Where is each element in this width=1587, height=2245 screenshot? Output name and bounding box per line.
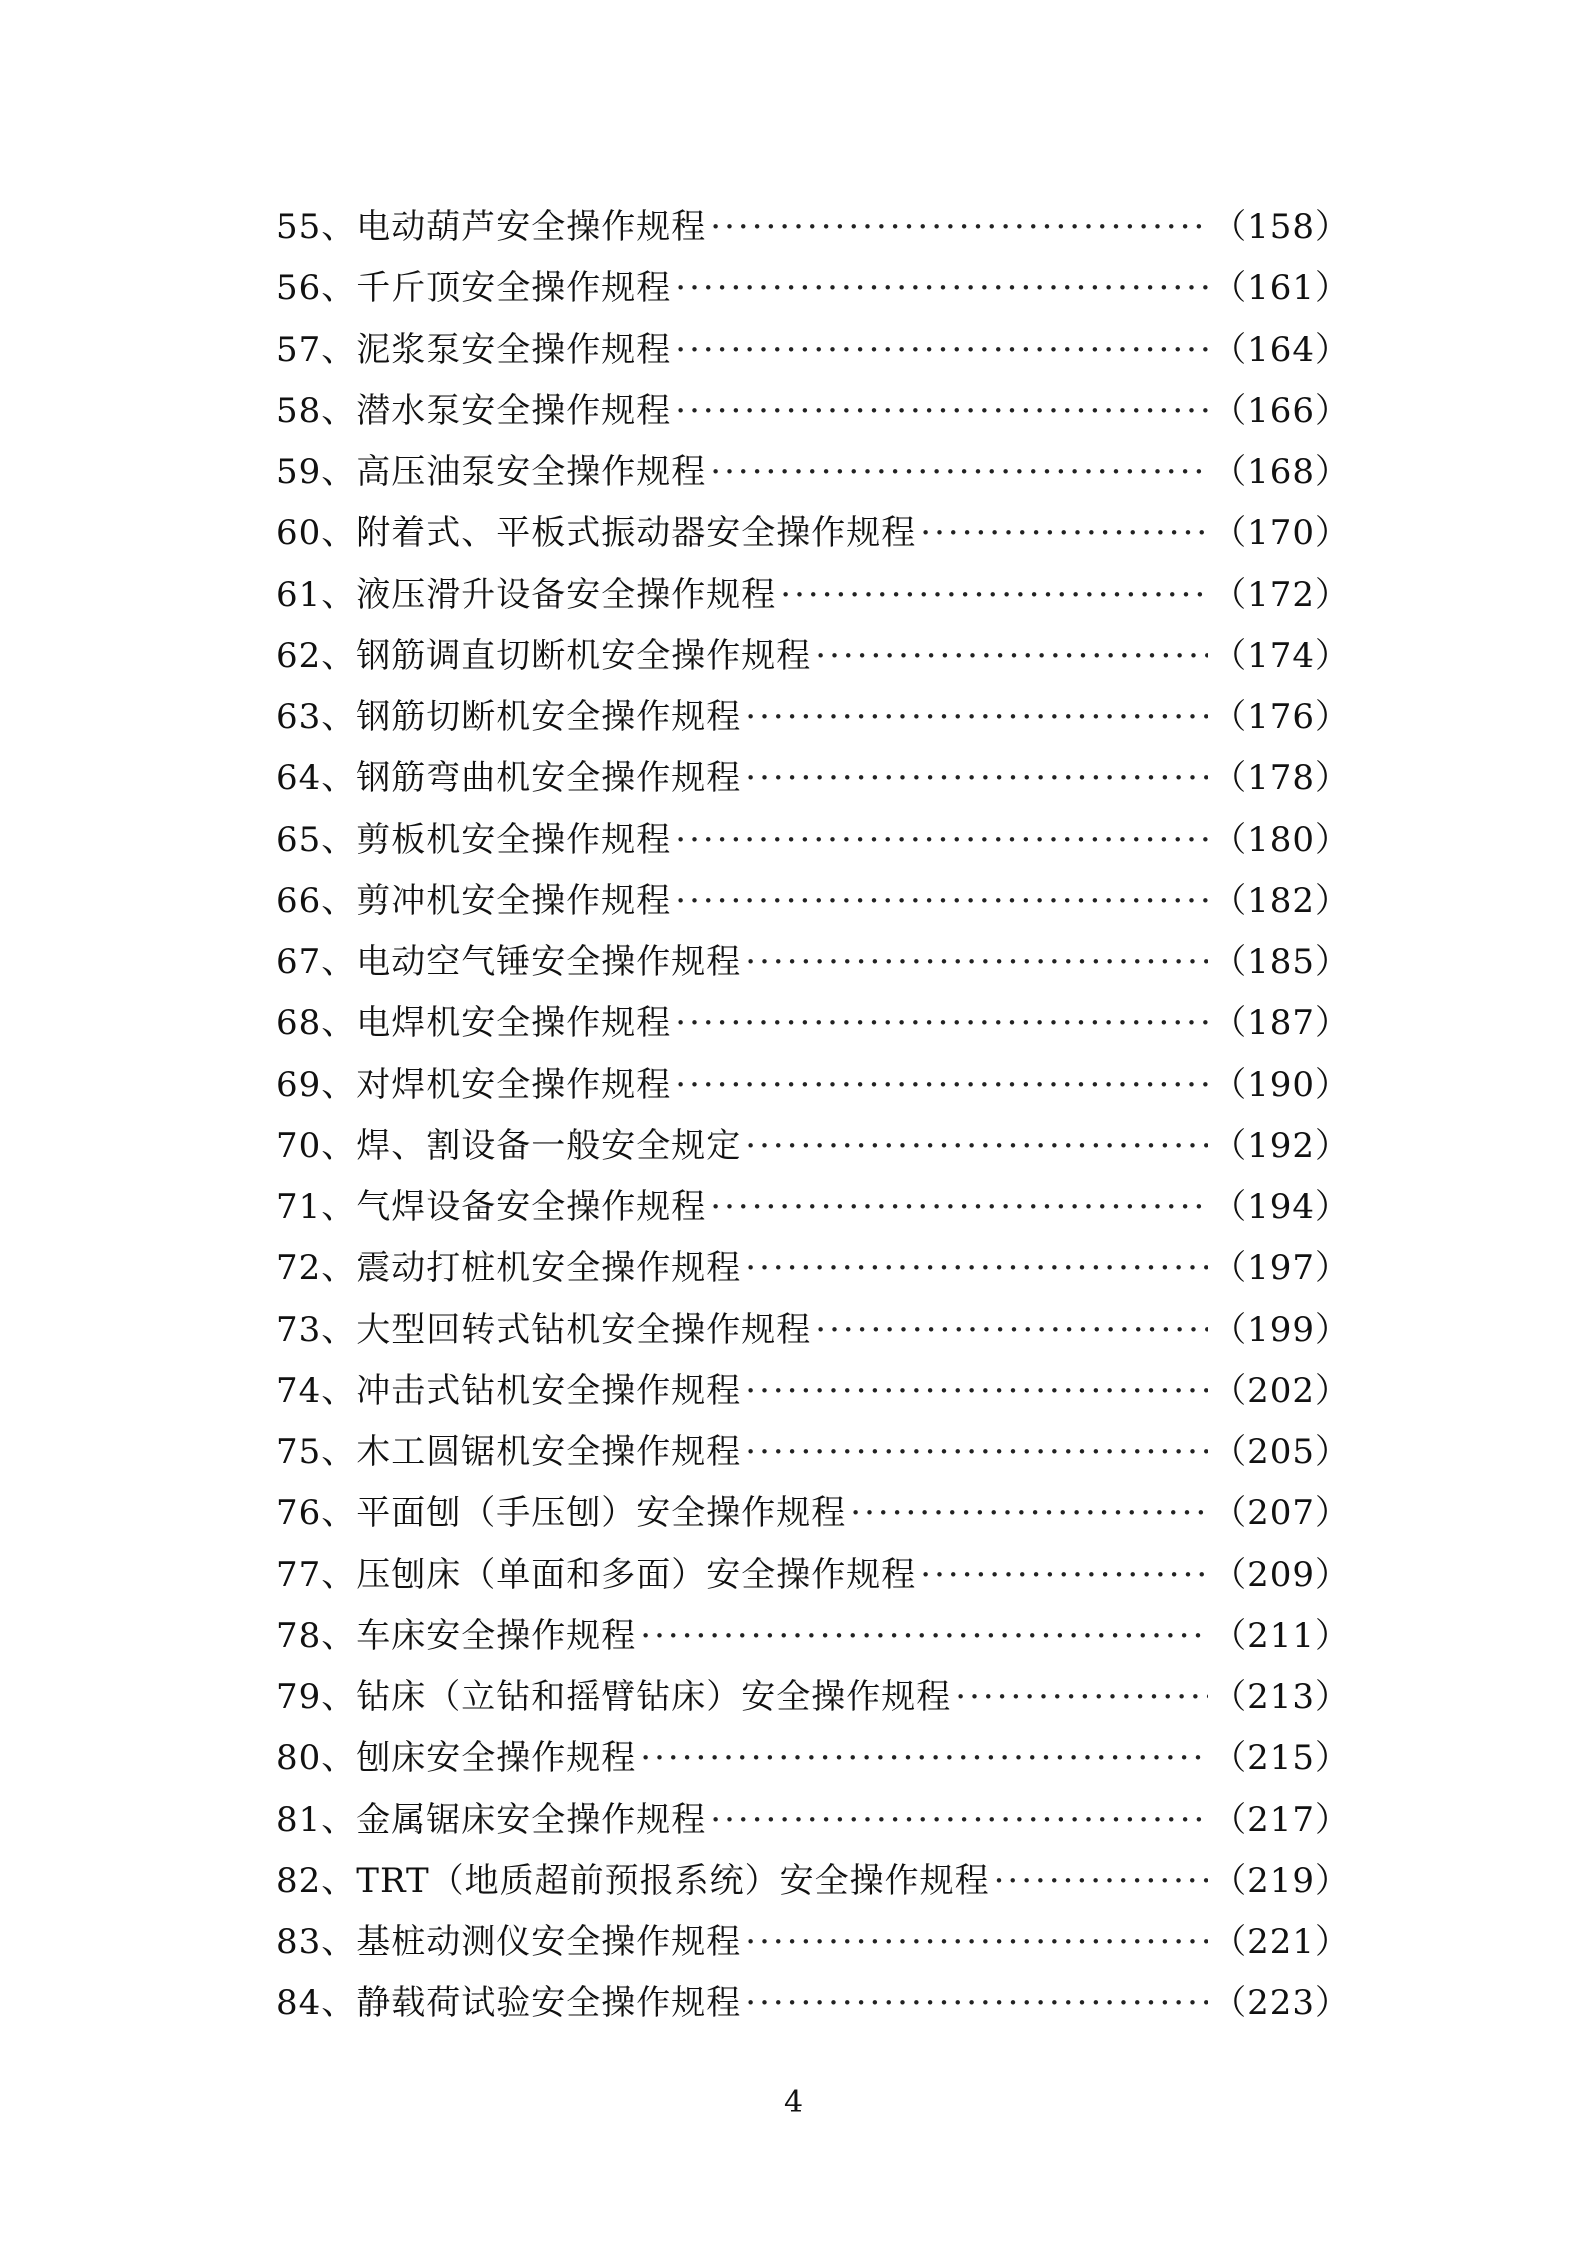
toc-entry-page: （199） [1212, 1309, 1350, 1350]
toc-row [276, 442, 1350, 503]
toc-entry-page: （217） [1212, 1799, 1350, 1840]
toc-entry-title: 78、车床安全操作规程 [276, 1615, 637, 1656]
toc-dot-leader [710, 1790, 1208, 1851]
toc-entry-title: 65、剪板机安全操作规程 [276, 819, 672, 860]
toc-entry-page: （209） [1212, 1554, 1350, 1595]
toc-entry-page: （223） [1212, 1983, 1350, 2024]
toc-entry-page: （176） [1212, 697, 1350, 737]
toc-row [276, 1238, 1350, 1299]
toc-row [276, 1851, 1350, 1912]
page-number: 4 [783, 2085, 804, 2120]
toc-row [276, 1667, 1350, 1728]
toc-dot-leader [745, 1238, 1208, 1299]
toc-dot-leader [745, 748, 1208, 809]
toc-entry-title: 57、泥浆泵安全操作规程 [276, 329, 672, 370]
toc-dot-leader [675, 871, 1208, 932]
toc-entry-title: 55、电动葫芦安全操作规程 [276, 207, 707, 247]
toc-entry-title: 81、金属锯床安全操作规程 [276, 1799, 707, 1840]
toc-row [276, 626, 1350, 687]
toc-row [276, 320, 1350, 381]
toc-row [276, 1300, 1350, 1361]
toc-row [276, 1422, 1350, 1483]
toc-dot-leader [675, 1055, 1208, 1116]
toc-entry-page: （213） [1212, 1677, 1350, 1717]
toc-row [276, 565, 1350, 626]
toc-row [276, 1483, 1350, 1544]
toc-entry-title: 72、震动打桩机安全操作规程 [276, 1248, 742, 1289]
toc-dot-leader [745, 932, 1208, 993]
toc-dot-leader [994, 1851, 1208, 1912]
toc-entry-title: 73、大型回转式钻机安全操作规程 [276, 1309, 812, 1350]
toc-dot-leader [675, 258, 1208, 319]
toc-dot-leader [815, 1300, 1208, 1361]
toc-row [276, 1790, 1350, 1851]
toc-dot-leader [675, 320, 1208, 381]
toc-row [276, 1055, 1350, 1116]
toc-entry-page: （202） [1212, 1370, 1350, 1411]
toc-entry-title: 59、高压油泵安全操作规程 [276, 452, 707, 492]
toc-entry-page: （215） [1212, 1738, 1350, 1779]
toc-entry-page: （168） [1212, 452, 1350, 492]
toc-row [276, 1912, 1350, 1973]
toc-entry-page: （161） [1212, 268, 1350, 309]
toc-entry-title: 60、附着式、平板式振动器安全操作规程 [276, 513, 917, 554]
toc-row [276, 503, 1350, 564]
toc-entry-title: 75、木工圆锯机安全操作规程 [276, 1432, 742, 1472]
toc-row [276, 197, 1350, 258]
toc-entry-page: （221） [1212, 1922, 1350, 1962]
toc-row [276, 871, 1350, 932]
toc-dot-leader [745, 1361, 1208, 1422]
toc-dot-leader [850, 1483, 1208, 1544]
toc-entry-page: （190） [1212, 1064, 1350, 1105]
toc-entry-title: 68、电焊机安全操作规程 [276, 1003, 672, 1044]
toc-row [276, 1177, 1350, 1238]
toc-entry-title: 84、静载荷试验安全操作规程 [276, 1983, 742, 2024]
toc-entry-title: 83、基桩动测仪安全操作规程 [276, 1922, 742, 1962]
toc-entry-title: 69、对焊机安全操作规程 [276, 1064, 672, 1105]
toc-entry-title: 56、千斤顶安全操作规程 [276, 268, 672, 309]
toc-dot-leader [745, 687, 1208, 748]
toc-entry-title: 76、平面刨（手压刨）安全操作规程 [276, 1493, 847, 1534]
toc-entry-title: 79、钻床（立钻和摇臂钻床）安全操作规程 [276, 1677, 952, 1717]
toc-row [276, 258, 1350, 319]
toc-entry-page: （194） [1212, 1187, 1350, 1227]
toc-entry-page: （219） [1212, 1860, 1350, 1901]
toc-entry-page: （197） [1212, 1248, 1350, 1289]
toc-entry-page: （174） [1212, 635, 1350, 676]
toc-row [276, 1606, 1350, 1667]
toc-row [276, 993, 1350, 1054]
toc-row [276, 1728, 1350, 1789]
toc-row [276, 1361, 1350, 1422]
toc-dot-leader [675, 810, 1208, 871]
toc-dot-leader [675, 993, 1208, 1054]
toc-entry-page: （180） [1212, 819, 1350, 860]
toc-entry-page: （192） [1212, 1125, 1350, 1166]
toc-dot-leader [815, 626, 1208, 687]
toc-entry-page: （211） [1212, 1615, 1350, 1656]
toc-entry-page: （182） [1212, 880, 1350, 921]
toc-entry-page: （158） [1212, 207, 1350, 247]
toc-dot-leader [955, 1667, 1208, 1728]
toc-dot-leader [640, 1728, 1208, 1789]
toc-entry-title: 71、气焊设备安全操作规程 [276, 1187, 707, 1227]
toc-entry-title: 70、焊、割设备一般安全规定 [276, 1125, 742, 1166]
toc-entry-page: （207） [1212, 1493, 1350, 1534]
toc-row [276, 1116, 1350, 1177]
toc-row [276, 810, 1350, 871]
toc-entry-page: （172） [1212, 574, 1350, 615]
toc-entry-title: 62、钢筋调直切断机安全操作规程 [276, 635, 812, 676]
toc-dot-leader [640, 1606, 1208, 1667]
toc-entry-page: （205） [1212, 1432, 1350, 1472]
toc-dot-leader [745, 1422, 1208, 1483]
toc-entry-title: 64、钢筋弯曲机安全操作规程 [276, 758, 742, 799]
toc-entry-title: 58、潜水泵安全操作规程 [276, 390, 672, 431]
toc-entry-title: 61、液压滑升设备安全操作规程 [276, 574, 777, 615]
toc-dot-leader [710, 1177, 1208, 1238]
toc-entry-title: 66、剪冲机安全操作规程 [276, 880, 672, 921]
toc-dot-leader [710, 197, 1208, 258]
toc-entry-page: （164） [1212, 329, 1350, 370]
toc-row [276, 748, 1350, 809]
toc-entry-title: 74、冲击式钻机安全操作规程 [276, 1370, 742, 1411]
toc-entry-page: （187） [1212, 1003, 1350, 1044]
toc-dot-leader [780, 565, 1208, 626]
toc-dot-leader [745, 1973, 1208, 2034]
toc-entry-title: 63、钢筋切断机安全操作规程 [276, 697, 742, 737]
toc-row [276, 1973, 1350, 2034]
toc-dot-leader [675, 381, 1208, 442]
toc-entry-page: （166） [1212, 390, 1350, 431]
toc-entry-title: 80、刨床安全操作规程 [276, 1738, 637, 1779]
toc-dot-leader [920, 503, 1208, 564]
toc-entry-page: （178） [1212, 758, 1350, 799]
toc-dot-leader [745, 1912, 1208, 1973]
toc-dot-leader [710, 442, 1208, 503]
toc-entry-title: 67、电动空气锤安全操作规程 [276, 942, 742, 982]
toc-row [276, 1545, 1350, 1606]
toc-row [276, 687, 1350, 748]
toc-entry-page: （185） [1212, 942, 1350, 982]
toc-entry-title: 82、TRT（地质超前预报系统）安全操作规程 [276, 1860, 990, 1901]
toc-dot-leader [745, 1116, 1208, 1177]
table-of-contents [276, 197, 1350, 2035]
toc-row [276, 381, 1350, 442]
toc-entry-title: 77、压刨床（单面和多面）安全操作规程 [276, 1554, 917, 1595]
toc-dot-leader [920, 1545, 1208, 1606]
toc-row [276, 932, 1350, 993]
toc-entry-page: （170） [1212, 513, 1350, 554]
